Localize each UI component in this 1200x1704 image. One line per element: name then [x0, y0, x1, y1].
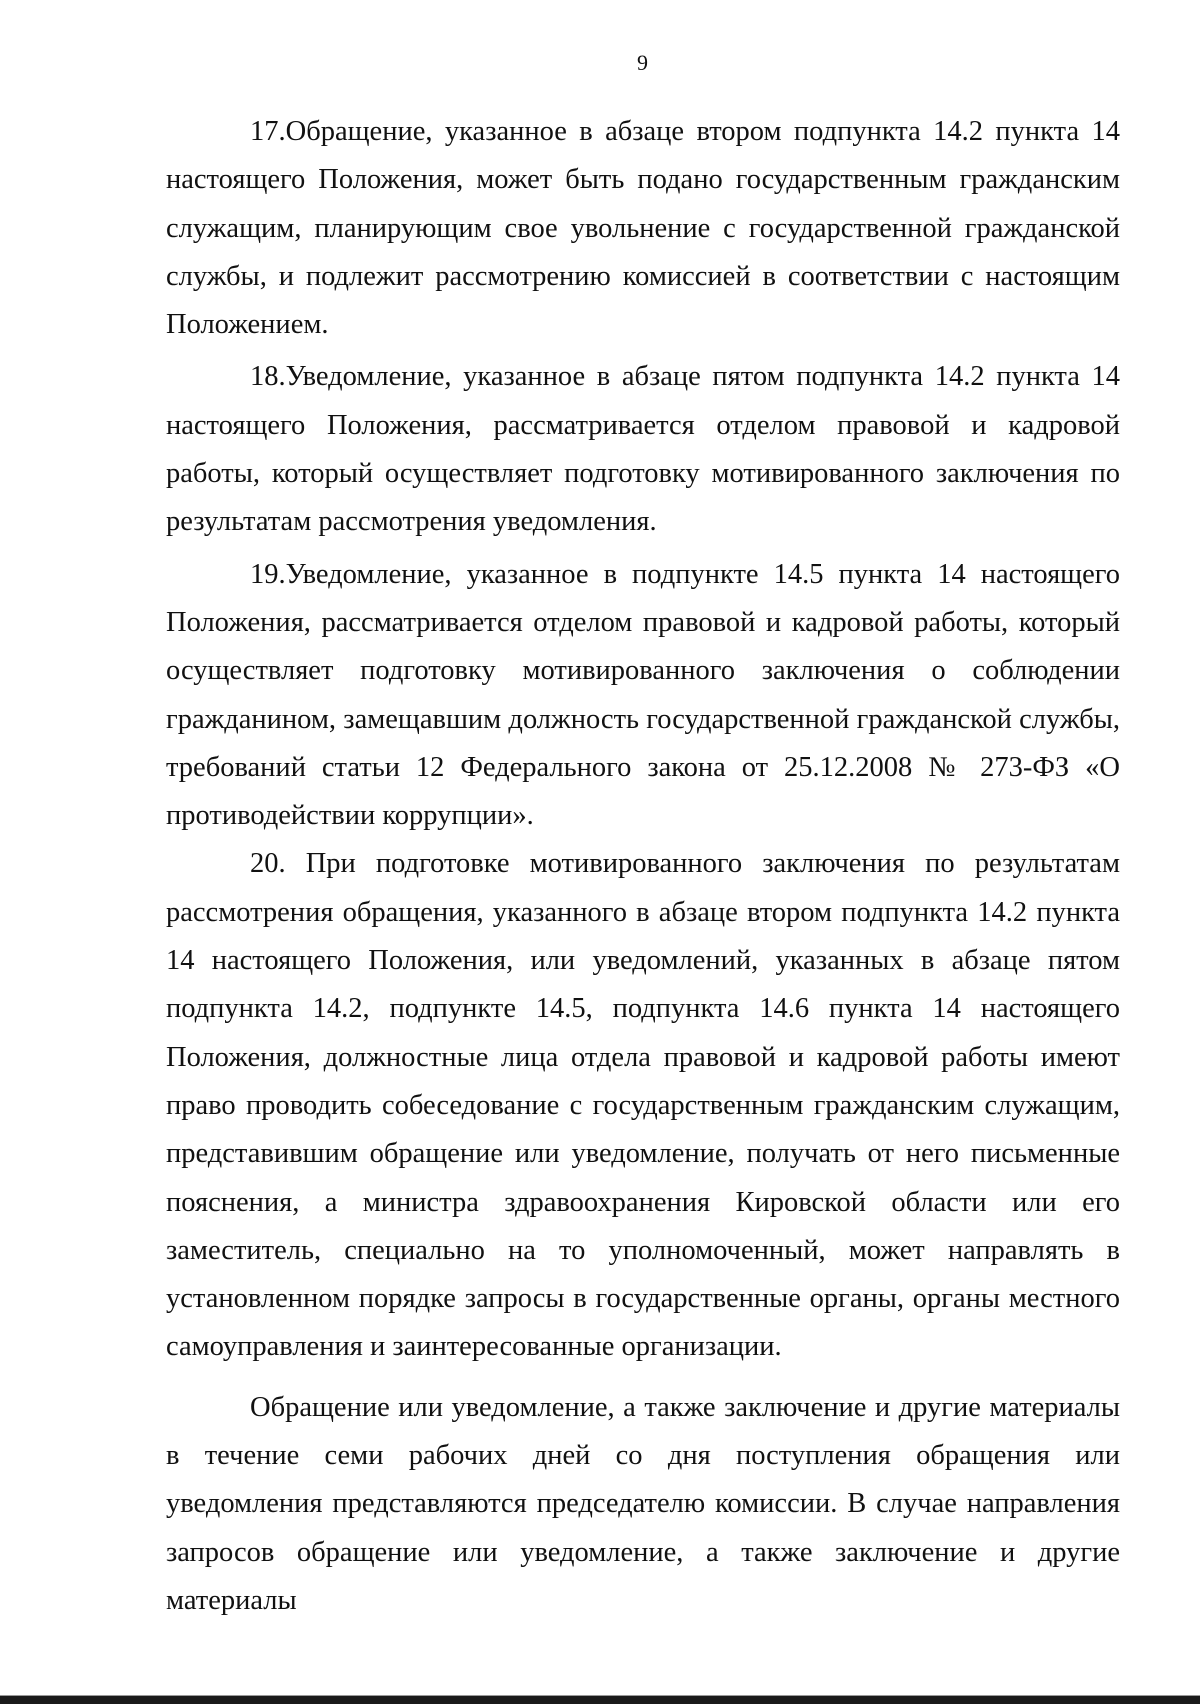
paragraph-18: 18.Уведомление, указанное в абзаце пятом подпункта 14.2 пункта 14 настоящего Положения, рассматривается отделом правовой и кадровой работы, который осуществляет подготовку мотивированного заключения по результатам рассмотрения уведомления.: [166, 361, 1120, 538]
page-number: 9: [637, 50, 648, 75]
document-body: [166, 108, 1120, 1625]
paragraph-19: 19.Уведомление, указанное в подпункте 14.5 пункта 14 настоящего Положения, рассматривается отделом правовой и кадровой работы, который осуществляет подготовку мотивированного заключения о соблюдении гражданином, замещавшим должность государственной гражданской службы, требований статьи 12 Федерального закона от 25.12.2008 № 273-ФЗ «О противодействии коррупции».: [166, 558, 1120, 832]
paragraph-20: 20. При подготовке мотивированного заключения по результатам рассмотрения обращения, указанного в абзаце втором подпункта 14.2 пункта 14 настоящего Положения, или уведомлений, указанных в абзаце пятом подпункта 14.2, подпункте 14.5, подпункта 14.6 пункта 14 настоящего Положения, должностные лица отдела правовой и кадровой работы имеют право проводить собеседование с государственным гражданским служащим, представившим обращение или уведомление, получать от него письменные пояснения, а министра здравоохранения Кировской области или его заместитель, специально на то уполномоченный, может направлять в установленном порядке запросы в государственные органы, органы местного самоуправления и заинтересованные организации.: [166, 848, 1120, 1363]
paragraph-17: 17.Обращение, указанное в абзаце втором подпункта 14.2 пункта 14 настоящего Положения, может быть подано государственным гражданским служащим, планирующим свое увольнение с государственной гражданской службы, и подлежит рассмотрению комиссией в соответствии с настоящим Положением.: [166, 116, 1120, 341]
scan-bottom-edge: [0, 1696, 1200, 1704]
paragraph-continuation: Обращение или уведомление, а также заключение и другие материалы в течение семи рабочих дней со дня поступления обращения или уведомления представляются председателю комиссии. В случае направления запросов обращение или уведомление, а также заключение и другие материалы: [166, 1391, 1120, 1616]
